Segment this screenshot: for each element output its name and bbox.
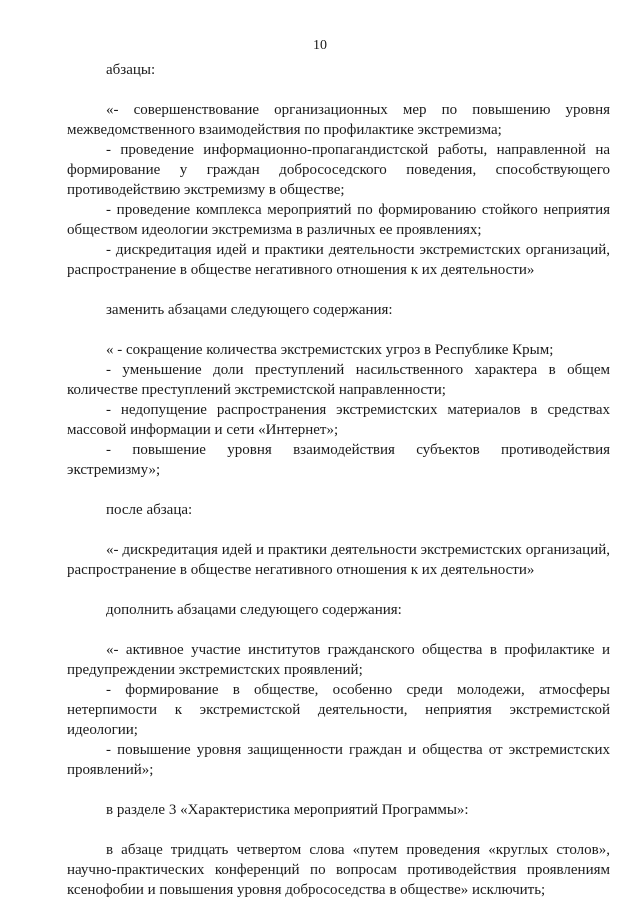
paragraph: «- активное участие институтов гражданского общества в профилактике и предупреждении экстремистских проявлений; xyxy=(67,642,610,678)
paragraph-spacer xyxy=(67,520,610,540)
paragraph: - формирование в обществе, особенно среди молодежи, атмосферы нетерпимости к экстремистской деятельности, неприятия экстремистской идеологии; xyxy=(67,682,610,738)
paragraph: заменить абзацами следующего содержания: xyxy=(106,302,393,318)
paragraph: абзацы: xyxy=(106,62,156,78)
paragraph: в абзаце тридцать четвертом слова «путем проведения «круглых столов», научно-практических конференций по вопросам противодействия проявлениям ксенофобии и повышения уровня добрососедства в обществе» исключить; xyxy=(67,842,610,898)
paragraph: - повышение уровня защищенности граждан и общества от экстремистских проявлений»; xyxy=(67,742,610,778)
paragraph: - уменьшение доли преступлений насильственного характера в общем количестве преступлений экстремистской направленности; xyxy=(67,362,610,398)
paragraph: «- совершенствование организационных мер по повышению уровня межведомственного взаимодействия по профилактике экстремизма; xyxy=(67,102,610,138)
paragraph-spacer xyxy=(67,620,610,640)
document-body xyxy=(67,60,610,900)
paragraph: дополнить абзацами следующего содержания: xyxy=(106,602,402,618)
paragraph: - проведение информационно-пропагандистской работы, направленной на формирование у граждан добрососедского поведения, способствующего противодействию экстремизму в обществе; xyxy=(67,142,610,198)
paragraph-spacer xyxy=(67,820,610,840)
paragraph-spacer xyxy=(67,580,610,600)
paragraph-spacer xyxy=(67,80,610,100)
paragraph: в разделе 3 «Характеристика мероприятий Программы»: xyxy=(106,802,469,818)
paragraph-spacer xyxy=(67,480,610,500)
paragraph: - дискредитация идей и практики деятельности экстремистских организаций, распространение в обществе негативного отношения к их деятельности» xyxy=(67,242,610,278)
paragraph: « - сокращение количества экстремистских угроз в Республике Крым; xyxy=(106,342,554,358)
paragraph-spacer xyxy=(67,320,610,340)
paragraph: - недопущение распространения экстремистских материалов в средствах массовой информации и сети «Интернет»; xyxy=(67,402,610,438)
paragraph: «- дискредитация идей и практики деятельности экстремистских организаций, распространение в обществе негативного отношения к их деятельности» xyxy=(67,542,610,578)
paragraph: - проведение комплекса мероприятий по формированию стойкого неприятия обществом идеологии экстремизма в различных ее проявлениях; xyxy=(67,202,610,238)
page-number: 10 xyxy=(313,38,327,53)
paragraph: после абзаца: xyxy=(106,502,193,518)
paragraph: - повышение уровня взаимодействия субъектов противодействия экстремизму»; xyxy=(67,442,610,478)
paragraph-spacer xyxy=(67,780,610,800)
paragraph-spacer xyxy=(67,280,610,300)
